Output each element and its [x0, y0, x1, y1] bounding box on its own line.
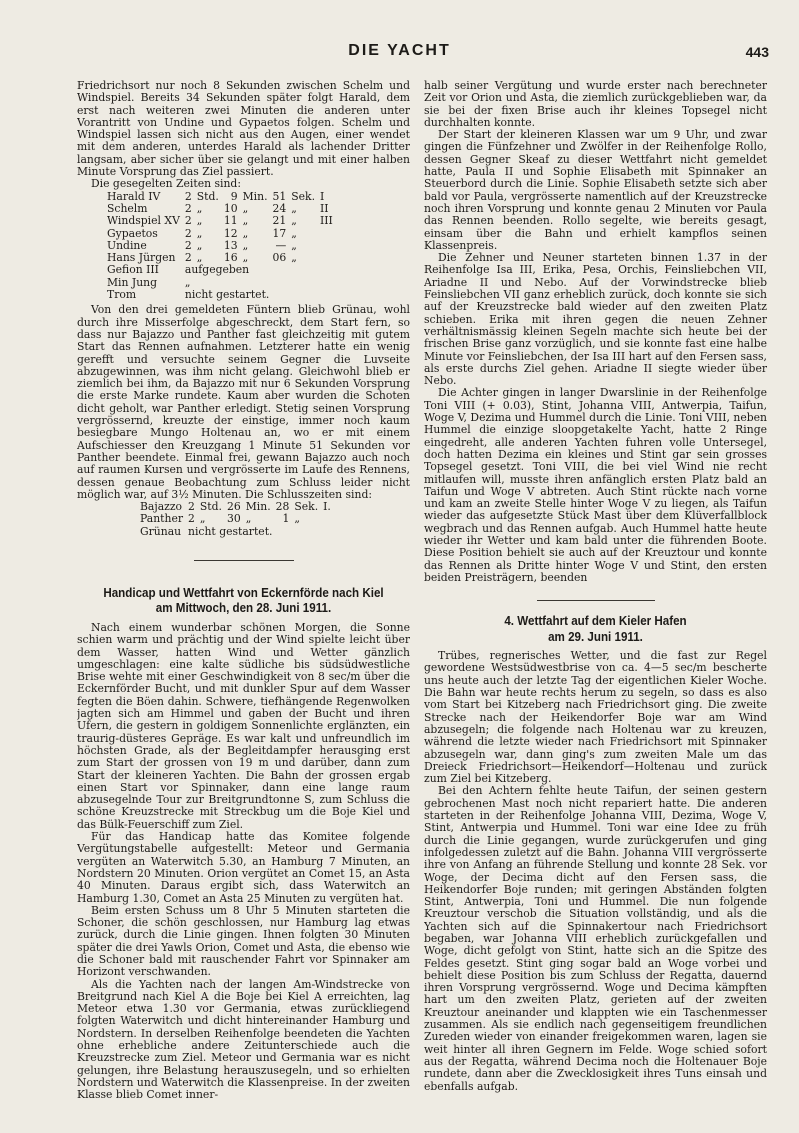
times-intro: Die gesegelten Zeiten sind:	[91, 177, 241, 191]
result-cell-s: 51	[272, 189, 287, 203]
result-cell-place	[320, 277, 338, 289]
result-cell-s: 06	[272, 251, 287, 265]
result-cell-mu: „	[242, 238, 249, 252]
result-cell-su: „	[291, 238, 297, 252]
result-cell-m: 11	[223, 214, 238, 228]
result-cell-m: 13	[223, 238, 238, 252]
result-cell-place	[320, 228, 338, 240]
result-cell-hu: „	[199, 512, 206, 526]
result-cell-su: „	[291, 201, 297, 215]
result-row	[107, 215, 338, 227]
result-cell-name: Trom	[107, 288, 137, 302]
section-heading	[445, 613, 747, 644]
result-cell-h: 2	[184, 251, 192, 265]
paragraph: Trübes, regnerisches Wetter, und die fast zur Regel gewordene Westsüdwestbrise von ca. 4—5 sec/m bescherte uns heute auch der letzte Tag der eigentlichen Kieler Woche. Die Bahn war heute rechts herum zu segeln, so dass es also vom Start bei Kitzeberg nach Friedrichsort ging. Die zweite Strecke nach der Heikendorfer Boje war am Wind abzusegeln; die folgende nach Holtenau war zu kreuzen, während die letzte wieder nach Friedrichsort mit Spinnaker abzusegeln war, dann ging's zum zweiten Male um das Dreieck Friedrichsort—Heikendorf—Holtenau und zurück zum Ziel bei Kitzeberg.	[424, 649, 767, 786]
result-cell-place	[320, 289, 338, 301]
result-cell-m: 12	[223, 226, 238, 240]
result-cell-place: I.	[323, 500, 331, 514]
result-cell-su: „	[291, 251, 297, 265]
paragraph: Die Zehner und Neuner starteten binnen 1.37 in der Reihenfolge Isa III, Erika, Pesa, Orchis, Feinsliebchen VII, Ariadne II und Nebo. Auf der Vorwindstrecke blieb Feinsliebchen VII ganz erheblich zurück, doch konnte sie sich auf der Kreuzstrecke bald wieder auf den zweiten Platz schieben. Erika mit ihren gegen die neuen Zehner verhältnismässig kleinen Segeln machte sich heute bei der frischen Brise ganz vorzüglich, und sie konnte fast eine halbe Minute vor Feinsliebchen, der Isa III hart auf den Fersen sass, als erste durchs Ziel gehen. Ariadne II siegte wieder über Nebo.	[424, 251, 767, 388]
section-heading	[97, 585, 390, 616]
result-cell-mu: Min.	[245, 500, 271, 514]
result-cell-hu: „	[196, 214, 203, 228]
paragraph: Von den drei gemeldeten Füntern blieb Grünau, wohl durch ihre Misserfolge abgeschreckt, dem Start fern, so dass nur Bajazzo und Panther fast gleichzeitig mit gutem Start das Rennen aufnahmen. Letzterer hatte ein wenig gerefft und versuchte seinem Gegner die Luvseite abzugewinnen, was ihm nicht gelang. Gleichwohl blieb er ziemlich bei ihm, da Bajazzo mit nur 6 Sekunden Vorsprung die erste Marke rundete. Kaum aber wurden die Schoten dicht geholt, war Panther erledigt. Stetig seinen Vorsprung vergrössernd, kreuzte der einstige, immer noch kaum besiegbare Mungo Holtenau an, wo er mit einem Aufschiesser den Kreuzgang 1 Minute 51 Sekunden vor Panther beendete. Einmal frei, gewann Bajazzo auch noch auf raumen Kursen und vergrösserte im Laufe des Rennens, dessen genaue Beobachtung zum Schluss leider nicht möglich war, auf 3½ Minuten. Die Schlusszeiten sind:	[77, 303, 410, 501]
result-row	[140, 526, 336, 538]
paragraph: Als die Yachten nach der langen Am-Windstrecke von Breitgrund nach Kiel A die Boje bei Kiel A erreichten, lag Meteor etwa 1.30 vor Germania, etwas zurückliegend folgten Waterwitch und dicht hintereinander Hamburg und Nordstern. In derselben Reihenfolge beendeten die Yachten ohne erhebliche andere Zeitunterschiede auch die Kreuzstrecke zum Ziel. Meteor und Germania war es nicht gelungen, ihre Belastung herauszusegeln, und so erhielten Nordstern und Waterwitch die Klassenpreise. In der zweiten Klasse blieb Comet inner-	[77, 977, 410, 1102]
paragraph: Für das Handicap hatte das Komitee folgende Vergütungstabelle aufgestellt: Meteor und Germania vergüten an Waterwitch 5.30, an Hamburg 7 Minuten, an Nordstern 20 Minuten. Orion vergütet an Comet 15, an Asta 40 Minuten. Daraus ergibt sich, dass Waterwitch an Hamburg 1.30, Comet an Asta 25 Minuten zu vergüten hat.	[77, 830, 410, 905]
result-cell-m: 16	[223, 251, 238, 265]
result-cell-m: 26	[226, 500, 241, 514]
result-cell-m: 10	[223, 201, 238, 215]
result-cell-mu: „	[245, 512, 252, 526]
result-cell-place: I	[320, 189, 325, 203]
result-cell-h: nicht gestartet.	[184, 288, 270, 302]
result-row	[140, 513, 336, 525]
results-table	[107, 191, 338, 302]
result-cell-name: Bajazzo	[140, 500, 183, 514]
result-cell-name: Grünau	[140, 524, 182, 538]
result-cell-s: 1	[282, 512, 290, 526]
result-cell-name: Gefion III	[107, 263, 159, 277]
paragraph: Nach einem wunderbar schönen Morgen, die Sonne schien warm und prächtig und der Wind spielte leicht über dem Wasser, hatten Wind und Wetter gänzlich umgeschlagen: eine kalte südliche bis südsüdwestliche Brise wehte mit einer Geschwindigkeit von 8 sec/m über die Eckernförder Bucht, und mit dunkler Spur auf dem Wasser fegten die Böen dahin. Schwere, tiefhängende Regenwolken jagten sich am Himmel und gaben der Bucht und ihren Ufern, die gestern in goldigem Sonnenlichte erglänzten, ein traurig-düsteres Gepräge. Es war kalt und unfreundlich im höchsten Grade, als der Begleitdampfer herausging erst zum Start der grossen von 19 m und darüber, dann zum Start der kleineren Yachten. Die Bahn der grossen ergab einen Start vor Spinnaker, dann eine lange raum abzusegelnde Tour zur Breitgrundtonne S, zum Schluss die schöne Kreuzstrecke mit Streckbug um die Boje Kiel und das Bülk-Feuerschiff zum Ziel.	[77, 620, 410, 831]
paragraph: Der Start der kleineren Klassen war um 9 Uhr, und zwar gingen die Fünfzehner und Zwölfer in der Reihenfolge Rollo, dessen Gegner Skeaf zu dieser Wettfahrt nicht gemeldet hatte, Paula II und Sophie Elisabeth mit Spinnaker an Steuerbord durch die Linie. Sophie Elisabeth setzte sich aber bald vor Paula, vergrösserte namentlich auf der Kreuzstrecke noch ihren Vorsprung und konnte genau 2 Minuten vor Paula das Rennen beenden. Rollo segelte, wie bereits gesagt, einsam über die Bahn und erhielt kampflos seinen Klassenpreis.	[424, 128, 767, 252]
result-cell-su: „	[291, 214, 297, 228]
section-title-line-1: 4. Wettfahrt auf dem Kieler Hafen	[504, 613, 687, 629]
result-cell-place	[323, 526, 336, 538]
paragraph: Friedrichsort nur noch 8 Sekunden zwischen Schelm und Windspiel. Bereits 34 Sekunden später folgt Harald, dem erst nach weiteren zwei Minuten die anderen unter Vorantritt von Undine und Gypaetos folgen. Schelm und Windspiel lassen sich nicht aus den Augen, einer wendet mit dem anderen, unterdes Harald als lachender Dritter langsam, aber sicher über sie gelangt und mit einer halben Minute Vorsprung das Ziel passiert.	[77, 80, 410, 179]
result-row	[107, 228, 338, 240]
page-header	[0, 42, 799, 64]
result-cell-h: 2	[184, 214, 192, 228]
paragraph: Bei den Achtern fehlte heute Taifun, der seinen gestern gebrochenen Mast noch nicht repariert hatte. Die anderen starteten in der Reihenfolge Johanna VIII, Dezima, Woge V, Stint, Antwerpia und Hummel. Toni war eine Idee zu früh durch die Linie gegangen, wurde zurückgerufen und ging infolgedessen zuletzt auf die Bahn. Johanna VIII vergrösserte ihre von Anfang an führende Stellung und konnte 28 Sek. vor Woge, der Decima dicht auf den Fersen sass, die Heikendorfer Boje runden; mit geringen Abständen folgten Stint, Antwerpia, Toni und Hummel. Die nun folgende Kreuztour verschob die Situation vollständig, und als die Yachten sich auf die Spinnakertour nach Friedrichsort begaben, war Johanna VIII erheblich zurückgefallen und Woge, dicht gefolgt von Stint, hatte sich an die Spitze des Feldes gesetzt. Stint ging sogar bald an Woge vorbei und behielt diese Position bis zum Schluss der Regatta, dauernd ihren Vorsprung vergrössernd. Woge und Decima kämpften hart um den zweiten Platz, gerieten auf der zweiten Kreuztour aneinander und klappten wie ein Taschenmesser zusammen. Als sie endlich nach gegenseitigem freundlichen Zureden wieder von einander freigekommen waren, lagen sie weit hinter all ihren Gegnern im Felde. Woge schied sofort aus der Regatta, während Decima noch die Holtenauer Boje rundete, dann aber die Zwecklosigkeit ihres Tuns einsah und ebenfalls aufgab.	[424, 784, 767, 1093]
result-cell-su: Sek.	[291, 189, 316, 203]
result-cell-name: Min Jung	[107, 275, 158, 289]
result-cell-s: 28	[275, 500, 290, 514]
left-column	[77, 80, 410, 1115]
result-cell-hu: „	[196, 226, 203, 240]
results-table-final	[140, 501, 336, 538]
result-cell-name: Panther	[140, 512, 184, 526]
page-number: 443	[745, 44, 769, 60]
result-cell-name: Gypaetos	[107, 226, 158, 240]
result-cell-place	[323, 513, 336, 525]
result-cell-su: Sek.	[294, 500, 319, 514]
result-cell-s: 17	[272, 226, 287, 240]
section-title-line-2: am Mittwoch, den 28. Juni 1911.	[155, 600, 332, 616]
result-cell-hu: „	[196, 251, 203, 265]
running-title: DIE YACHT	[348, 42, 451, 59]
result-cell-mu: „	[242, 201, 249, 215]
result-cell-name: Schelm	[107, 201, 148, 215]
result-cell-mu: „	[242, 251, 249, 265]
result-cell-place	[320, 240, 338, 252]
section-title-line-2: am 29. Juni 1911.	[548, 628, 643, 644]
section-divider	[194, 560, 294, 561]
result-cell-hu: Std.	[196, 189, 219, 203]
result-cell-place: III	[320, 214, 333, 228]
result-cell-h: 2	[188, 512, 195, 526]
paragraph: Die Achter gingen in langer Dwarslinie in der Reihenfolge Toni VIII (+ 0.03), Stint, Johanna VIII, Antwerpia, Taifun, Woge V, Dezima und Hummel durch die Linie. Toni VIII, neben Hummel die einzige sloopgetakelte Yacht, hatte 2 Ringe eingedreht, alle anderen Yachten fuhren volle Untersegel, doch hatten Dezima ein kleines und Stint gar sein grosses Topsegel gesetzt. Toni VIII, die bei viel Wind nie recht mitlaufen will, musste ihren anfänglich ersten Platz bald an Taifun und Woge V abtreten. Auch Stint rückte nach vorne und kam an zweite Stelle hinter Woge V zu liegen, als Taifun wieder das aufgesetzte Stück Mast über dem Klüverfallblock wegbrach und das Rennen aufgab. Auch Hummel hatte heute wieder ihr Wetter und kam bald unter die führenden Boote. Diese Position behielt sie auch auf der Kreuztour und konnte das Rennen als Dritte hinter Woge V und Stint, den ersten beiden Preisträgern, beenden	[424, 386, 767, 584]
result-row	[107, 264, 338, 276]
result-cell-su: „	[291, 226, 297, 240]
result-row	[107, 289, 338, 301]
result-cell-m: 30	[226, 512, 241, 526]
result-cell-hu: Std.	[199, 500, 222, 514]
result-cell-hu: „	[196, 238, 203, 252]
result-cell-mu: „	[242, 214, 249, 228]
result-cell-s: —	[275, 238, 287, 252]
result-cell-h: nicht gestartet.	[188, 524, 273, 538]
result-cell-h: „	[184, 275, 191, 289]
result-cell-h: aufgegeben	[184, 263, 250, 277]
result-cell-name: Undine	[107, 238, 147, 252]
result-cell-h: 2	[184, 226, 192, 240]
section-title-line-1: Handicap und Wettfahrt von Eckernförde nach Kiel	[103, 584, 384, 600]
section-divider	[537, 600, 655, 601]
result-cell-m: 9	[230, 189, 238, 203]
paragraph: halb seiner Vergütung und wurde erster nach berechneter Zeit vor Orion und Asta, die ziemlich zurückgeblieben war, da sie bei der fixen Brise auch ihr kleines Topsegel nicht durchhalten konnte.	[424, 80, 767, 129]
result-cell-mu: Min.	[242, 189, 268, 203]
paragraph: Beim ersten Schuss um 8 Uhr 5 Minuten starteten die Schoner, die schön geschlossen, nur Hamburg lag etwas zurück, durch die Linie gingen. Ihnen folgten 30 Minuten später die drei Yawls Orion, Comet und Asta, die ebenso wie die Schoner bald mit rauschender Fahrt vor Spinnaker am Horizont verschwanden.	[77, 903, 410, 979]
result-cell-hu: „	[196, 201, 203, 215]
result-cell-mu: „	[242, 226, 249, 240]
result-cell-h: 2	[184, 201, 192, 215]
result-cell-h: 2	[184, 189, 192, 203]
result-cell-h: 2	[188, 500, 195, 514]
result-cell-name: Harald IV	[107, 189, 161, 203]
result-cell-place	[320, 252, 338, 264]
result-cell-h: 2	[184, 238, 192, 252]
right-column	[424, 80, 767, 1115]
result-cell-place	[320, 264, 338, 276]
result-cell-name: Hans Jürgen	[107, 251, 176, 265]
result-cell-place: II	[320, 201, 329, 215]
result-cell-s: 24	[272, 201, 287, 215]
result-cell-su: „	[294, 512, 300, 526]
result-cell-s: 21	[272, 214, 287, 228]
result-cell-name: Windspiel XV	[107, 214, 180, 228]
